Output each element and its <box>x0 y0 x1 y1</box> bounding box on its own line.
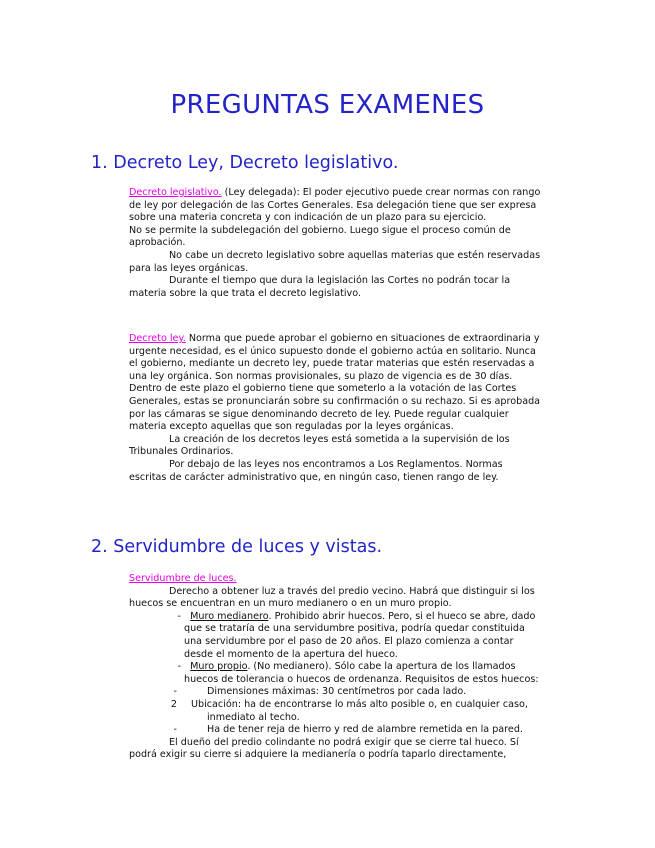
sub-list-item <box>129 699 541 724</box>
item-text: Ubicación: ha de encontrarse lo más alto posible o, en cualquier caso, inmediato al techo. <box>191 698 528 723</box>
item-text: Ha de tener reja de hierro y red de alambre remetida en la pared. <box>207 724 523 736</box>
list-marker: - <box>177 661 181 673</box>
list-marker: - <box>177 610 181 622</box>
paragraph: La creación de los decretos leyes está sometida a la supervisión de los Tribunales Ordinarios. <box>129 433 510 458</box>
sub-list-item <box>129 724 541 737</box>
decreto-legislativo-block <box>129 187 541 300</box>
paragraph <box>129 187 541 225</box>
item-text: . (No medianero). Sólo cabe la apertura de los llamados huecos de tolerancia o huecos de ordenanza. Requisitos de estos huecos: <box>184 661 539 685</box>
paragraph: No cabe un decreto legislativo sobre aquellas materias que estén reservadas para las leyes orgánicas. <box>129 249 541 274</box>
servidumbre-block <box>129 573 541 762</box>
paragraph: No se permite la subdelegación del gobierno. Luego sigue el proceso común de aprobación. <box>129 224 511 249</box>
paragraph: Durante el tiempo que dura la legislación las Cortes no podrán tocar la materia sobre la que trata el decreto legislativo. <box>129 275 511 299</box>
item-text: . Prohibido abrir huecos. Pero, si el hueco se abre, dado que se trataría de una servidumbre positiva, podría quedar constituida una servidumbre por el paso de 20 años. El plazo comienza a contar desde el momento de la apertura del hueco. <box>184 610 536 660</box>
decreto-ley-block <box>129 333 541 484</box>
term-servidumbre-de-luces[interactable]: Servidumbre de luces. <box>129 573 237 584</box>
page-title: PREGUNTAS EXAMENES <box>170 90 485 120</box>
paragraph <box>129 573 541 586</box>
paragraph <box>129 333 541 434</box>
paragraph: Por debajo de las leyes nos encontramos a Los Reglamentos. Normas escritas de carácter administrativo que, en ningún caso, tienen rango de ley. <box>129 458 503 483</box>
section-heading-1: 1. Decreto Ley, Decreto legislativo. <box>91 153 399 173</box>
paragraph: El dueño del predio colindante no podrá exigir que se cierre tal hueco. Sí podrá exigir su cierre si adquiere la medianería o podría taparlo directamente, <box>129 736 519 761</box>
list-marker: - <box>173 724 177 736</box>
list-marker: - <box>173 686 177 698</box>
term-decreto-legislativo[interactable]: Decreto legislativo. <box>129 187 222 198</box>
paragraph: Derecho a obtener luz a través del predio vecino. Habrá que distinguir si los huecos se encuentran en un muro medianero o en un muro propio. <box>129 585 535 610</box>
section-heading-2: 2. Servidumbre de luces y vistas. <box>91 537 383 557</box>
item-text: Dimensiones máximas: 30 centímetros por cada lado. <box>207 686 467 698</box>
paragraph-text: Norma que puede aprobar el gobierno en situaciones de extraordinaria y urgente necesidad, es el único supuesto donde el gobierno actúa en solitario. Nunca el gobierno, mediante un decreto ley, puede tratar materias que estén reservadas a una ley orgánica. Son normas provisionales, su plazo de vigencia es de 30 días. Dentro de este plazo el gobierno tiene que someterlo a la votación de las Cortes Generales, estas se pronunciarán sobre su confirmación o su rechazo. Si es aprobada por las cámaras se sigue denominando decreto de ley. Puede regular cualquier materia excepto aquellas que son reguladas por la leyes orgánicas. <box>129 333 541 433</box>
item-term: Muro propio <box>190 661 248 673</box>
sub-list-item <box>129 686 541 699</box>
list-marker: 2 <box>170 698 177 710</box>
paragraph-text: (Ley delegada): El poder ejecutivo puede crear normas con rango de ley por delegación de las Cortes Generales. Esa delegación tiene que ser expresa sobre una materia concreta y con indicación de un plazo para su ejercicio. <box>129 187 541 224</box>
list-item <box>129 611 541 661</box>
list-item <box>129 661 541 686</box>
item-term: Muro medianero <box>190 610 269 622</box>
term-decreto-ley[interactable]: Decreto ley. <box>129 333 186 344</box>
